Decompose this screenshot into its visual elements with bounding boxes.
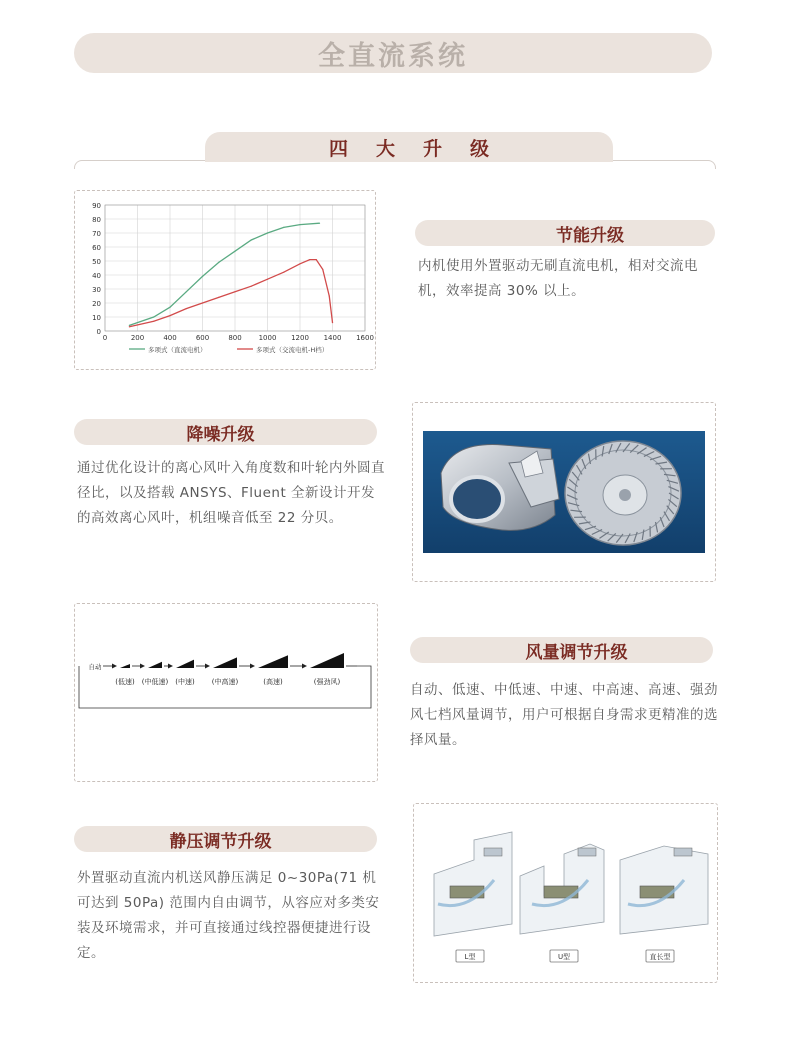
centrifugal-fan-image xyxy=(413,403,715,581)
speed-level-label: (高速) xyxy=(263,678,283,686)
fan-housing-icon xyxy=(441,445,559,531)
airflow-heading: 风量调节升级 xyxy=(525,642,628,663)
chart-point xyxy=(283,272,284,273)
speed-level-label: (低速) xyxy=(115,678,135,686)
chart-point xyxy=(169,307,170,308)
noise-heading: 降噪升级 xyxy=(186,424,255,445)
fan-impeller-icon xyxy=(565,441,681,545)
speed-level-icon xyxy=(310,653,344,668)
chart-point xyxy=(129,325,130,326)
chart-y-tick-label: 20 xyxy=(92,300,101,308)
chart-point xyxy=(322,269,323,270)
chart-y-tick-label: 90 xyxy=(92,202,101,210)
noise-heading-pill xyxy=(74,419,377,445)
chart-x-tick-label: 200 xyxy=(130,334,145,342)
chart-y-tick-label: 70 xyxy=(92,230,101,238)
chart-y-tick-label: 10 xyxy=(92,314,101,322)
static-heading-pill xyxy=(74,826,377,852)
chart-x-tick-label: 1600 xyxy=(356,334,374,342)
chart-point xyxy=(234,251,235,252)
static-text: 外置驱动直流内机送风静压满足 0~30Pa(71 机可达到 50Pa) 范围内自由调节，从容应对多类安装及环境需求，并可直接通过线控器便捷进行设定。 xyxy=(77,870,380,961)
speed-arrow-head xyxy=(205,664,210,669)
chart-point xyxy=(218,297,219,298)
install-types-box xyxy=(413,803,718,983)
chart-point xyxy=(309,259,310,260)
speed-level-label: (中高速) xyxy=(211,678,239,686)
speed-level-label: (强劲风) xyxy=(313,678,341,686)
airflow-text: 自动、低速、中低速、中速、中高速、高速、强劲风七档风量调节，用户可根据自身需求更精准的选择风量。 xyxy=(410,682,718,748)
install-vent-icon xyxy=(484,848,502,856)
chart-point xyxy=(202,302,203,303)
chart-point xyxy=(186,291,187,292)
speed-level-label: (中速) xyxy=(175,678,195,686)
chart-x-tick-label: 1000 xyxy=(258,334,277,342)
chart-x-tick-label: 800 xyxy=(228,334,242,342)
speed-auto-label: 自动 xyxy=(88,663,102,671)
install-room-shape xyxy=(434,832,512,936)
chart-series-line-1 xyxy=(129,223,319,325)
chart-point xyxy=(299,263,300,264)
install-vent-icon xyxy=(578,848,596,856)
fan-speed-box xyxy=(74,603,378,782)
airflow-heading-pill xyxy=(410,637,713,663)
chart-point xyxy=(332,322,333,323)
energy-heading: 节能升级 xyxy=(556,225,624,246)
chart-point xyxy=(283,227,284,228)
speed-arrow-head xyxy=(250,664,255,669)
chart-point xyxy=(319,223,320,224)
energy-text: 内机使用外置驱动无刷直流电机，相对交流电机，效率提高 30% 以上。 xyxy=(418,258,698,299)
page-title: 全直流系统 xyxy=(318,40,468,72)
speed-level-icon xyxy=(258,655,288,668)
efficiency-chart xyxy=(75,191,375,369)
chart-point xyxy=(129,326,130,327)
speed-arrow-head xyxy=(140,664,145,669)
chart-point xyxy=(316,259,317,260)
static-heading: 静压调节升级 xyxy=(169,831,272,852)
section-title-bar xyxy=(205,132,613,162)
chart-point xyxy=(329,295,330,296)
chart-y-tick-label: 50 xyxy=(92,258,101,266)
install-type-label: 直长型 xyxy=(649,953,671,961)
fan-speed-diagram xyxy=(75,604,377,781)
chart-point xyxy=(267,279,268,280)
section-title: 四大升级 xyxy=(328,137,517,160)
chart-legend-label: 多项式（交流电机-H档） xyxy=(256,346,329,354)
speed-level-icon xyxy=(120,664,130,668)
noise-text: 通过优化设计的离心风叶入角度数和叶轮内外圆直径比，以及搭载 ANSYS、Fluent 全新设计开发的高效离心风叶，机组噪音低至 22 分贝。 xyxy=(77,460,385,526)
chart-x-tick-label: 0 xyxy=(102,334,108,342)
chart-point xyxy=(202,276,203,277)
chart-y-tick-label: 60 xyxy=(92,244,101,252)
chart-point xyxy=(186,308,187,309)
speed-loop-line xyxy=(79,666,371,708)
chart-legend-label: 多项式（直流电机） xyxy=(148,346,207,354)
speed-level-icon xyxy=(148,662,162,668)
speed-arrow-head xyxy=(302,664,307,669)
chart-point xyxy=(251,239,252,240)
chart-point xyxy=(251,286,252,287)
chart-y-tick-label: 30 xyxy=(92,286,101,294)
fan-image-box xyxy=(412,402,716,582)
chart-y-tick-label: 0 xyxy=(96,328,101,336)
chart-point xyxy=(169,315,170,316)
chart-y-tick-label: 80 xyxy=(92,216,101,224)
efficiency-chart-box xyxy=(74,190,376,370)
install-types-diagram xyxy=(414,804,717,982)
speed-arrow-head xyxy=(168,664,173,669)
chart-x-tick-label: 1200 xyxy=(291,334,309,342)
chart-point xyxy=(153,316,154,317)
chart-x-tick-label: 400 xyxy=(163,334,177,342)
install-type-label: U型 xyxy=(557,953,571,961)
install-type-label: L型 xyxy=(464,953,476,961)
speed-arrow-head xyxy=(112,664,117,669)
chart-point xyxy=(153,321,154,322)
energy-heading-pill xyxy=(415,220,715,246)
chart-y-tick-label: 40 xyxy=(92,272,101,280)
speed-level-label: (中低速) xyxy=(141,678,169,686)
chart-x-tick-label: 600 xyxy=(195,334,210,342)
chart-point xyxy=(299,224,300,225)
chart-point xyxy=(218,262,219,263)
speed-level-icon xyxy=(176,660,194,668)
chart-point xyxy=(267,232,268,233)
page-title-banner xyxy=(74,33,712,73)
speed-level-icon xyxy=(213,657,237,668)
chart-point xyxy=(234,291,235,292)
chart-x-tick-label: 1400 xyxy=(323,334,342,342)
install-vent-icon xyxy=(674,848,692,856)
